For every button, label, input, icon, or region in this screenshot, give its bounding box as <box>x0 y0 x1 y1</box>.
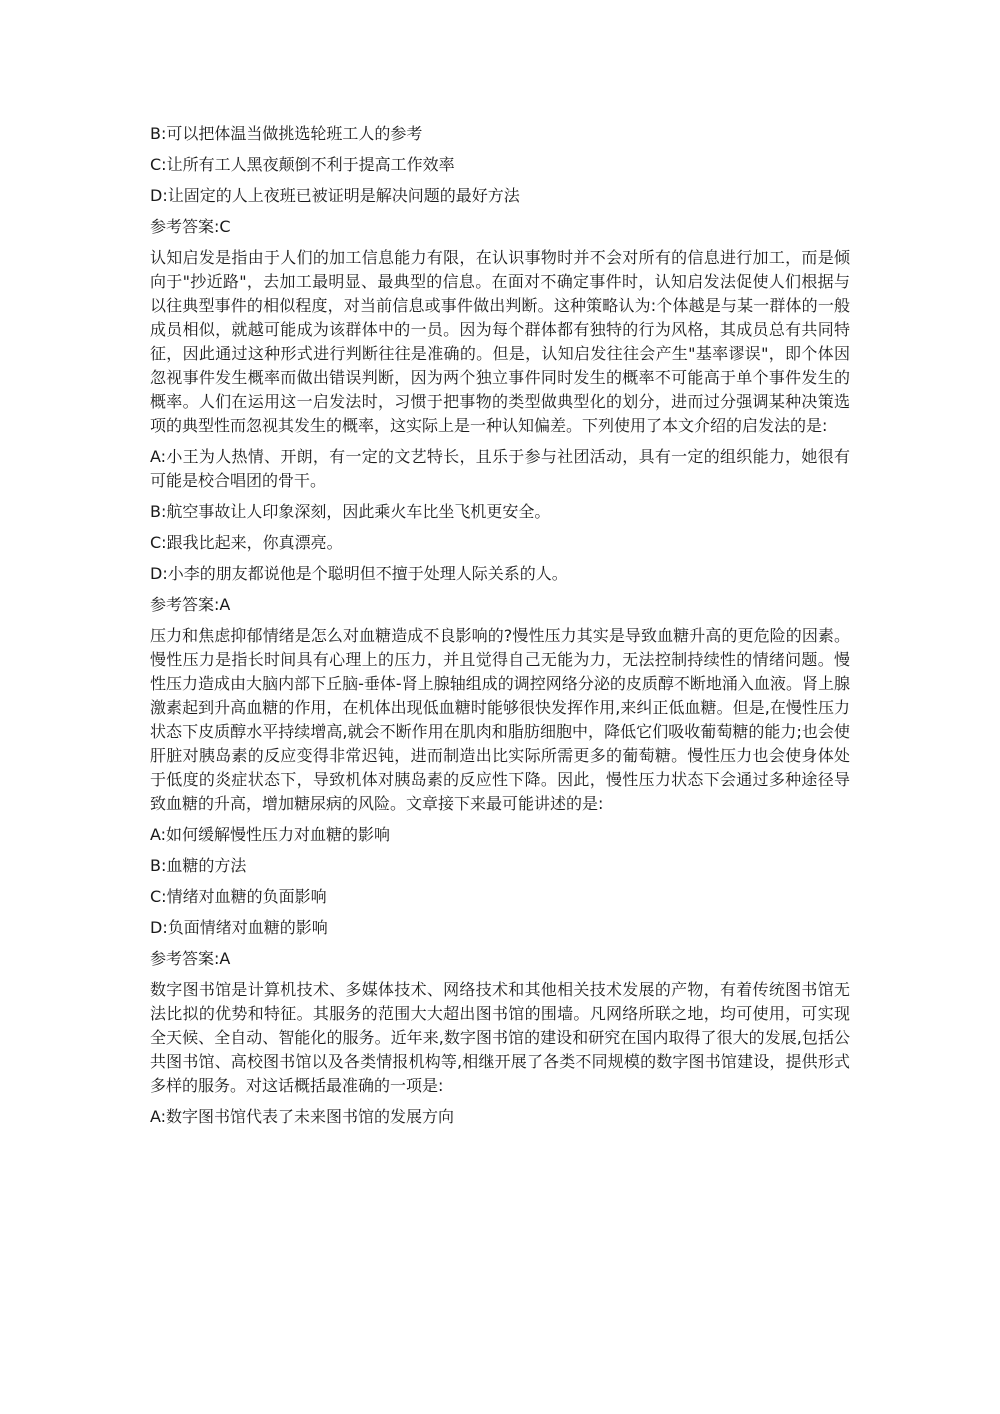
q3-option-d: D:负面情绪对血糖的影响 <box>150 918 328 937</box>
q3-stem: 压力和焦虑抑郁情绪是怎么对血糖造成不良影响的?慢性压力其实是导致血糖升高的更危险的因素。慢性压力是指长时间具有心理上的压力，并且觉得自己无能为力，无法控制持续性的情绪问题。慢性压力造成由大脑内部下丘脑-垂体-肾上腺轴组成的调控网络分泌的皮质醇不断地涌入血液。肾上腺激素起到升高血糖的作用，在机体出现低血糖时能够很快发挥作用,来纠正低血糖。但是,在慢性压力状态下皮质醇水平持续增高,就会不断作用在肌肉和脂肪细胞中，降低它们吸收葡萄糖的能力;也会使肝脏对胰岛素的反应变得非常迟钝，进而制造出比实际所需更多的葡萄糖。慢性压力也会使身体处于低度的炎症状态下，导致机体对胰岛素的反应性下降。因此，慢性压力状态下会通过多种途径导致血糖的升高，增加糖尿病的风险。文章接下来最可能讲述的是: <box>150 626 850 813</box>
q1-option-c: C:让所有工人黑夜颠倒不利于提高工作效率 <box>150 155 455 174</box>
q1-option-d: D:让固定的人上夜班已被证明是解决问题的最好方法 <box>150 186 520 205</box>
q2-stem: 认知启发是指由于人们的加工信息能力有限，在认识事物时并不会对所有的信息进行加工，而是倾向于"抄近路"，去加工最明显、最典型的信息。在面对不确定事件时，认知启发法促使人们根据与以往典型事件的相似程度，对当前信息或事件做出判断。这种策略认为:个体越是与某一群体的一般成员相似，就越可能成为该群体中的一员。因为每个群体都有独特的行为风格，其成员总有共同特征，因此通过这种形式进行判断往往是准确的。但是，认知启发往往会产生"基率谬误"，即个体因忽视事件发生概率而做出错误判断，因为两个独立事件同时发生的概率不可能高于单个事件发生的概率。人们在运用这一启发法时，习惯于把事物的类型做典型化的划分，进而过分强调某种决策选项的典型性而忽视其发生的概率，这实际上是一种认知偏差。下列使用了本文介绍的启发法的是: <box>150 248 850 435</box>
q2-answer: 参考答案:A <box>150 595 231 614</box>
q2-option-a: A:小王为人热情、开朗，有一定的文艺特长，且乐于参与社团活动，具有一定的组织能力，她很有可能是校合唱团的骨干。 <box>150 447 850 490</box>
q3-option-a: A:如何缓解慢性压力对血糖的影响 <box>150 825 391 844</box>
q4-stem: 数字图书馆是计算机技术、多媒体技术、网络技术和其他相关技术发展的产物，有着传统图书馆无法比拟的优势和特征。其服务的范围大大超出图书馆的围墙。凡网络所联之地，均可使用，可实现全天候、全自动、智能化的服务。近年来,数字图书馆的建设和研究在国内取得了很大的发展,包括公共图书馆、高校图书馆以及各类情报机构等,相继开展了各类不同规模的数字图书馆建设，提供形式多样的服务。对这话概括最准确的一项是: <box>150 980 850 1095</box>
document-page <box>150 122 850 1136</box>
q2-option-b: B:航空事故让人印象深刻，因此乘火车比坐飞机更安全。 <box>150 502 551 521</box>
q2-option-d: D:小李的朋友都说他是个聪明但不擅于处理人际关系的人。 <box>150 564 568 583</box>
q1-answer: 参考答案:C <box>150 217 231 236</box>
q1-option-b: B:可以把体温当做挑选轮班工人的参考 <box>150 124 423 143</box>
q2-option-c: C:跟我比起来，你真漂亮。 <box>150 533 343 552</box>
q3-option-b: B:血糖的方法 <box>150 856 247 875</box>
q4-option-a: A:数字图书馆代表了未来图书馆的发展方向 <box>150 1107 455 1126</box>
q3-option-c: C:情绪对血糖的负面影响 <box>150 887 327 906</box>
q3-answer: 参考答案:A <box>150 949 231 968</box>
